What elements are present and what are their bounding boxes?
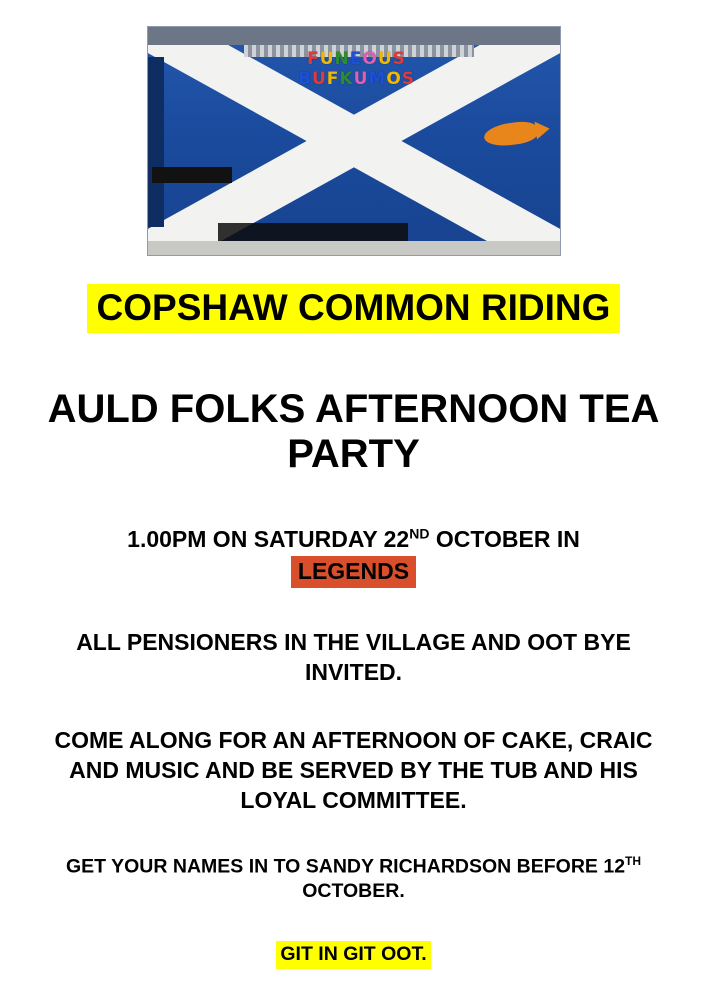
photo-dark-patch — [152, 167, 232, 183]
photo-top-edge — [148, 27, 560, 45]
photo-container — [0, 0, 707, 256]
event-datetime-prefix: 1.00PM ON SATURDAY 22 — [127, 525, 410, 552]
date-ordinal-suffix: ND — [409, 524, 430, 541]
banner-lettering — [252, 51, 462, 89]
venue-badge: LEGENDS — [291, 556, 416, 588]
invite-paragraph: ALL PENSIONERS IN THE VILLAGE AND OOT BYE INVITED. — [76, 629, 631, 685]
photo-left-shadow — [148, 57, 164, 227]
rsvp-prefix: GET YOUR NAMES IN TO SANDY RICHARDSON BEFORE 12 — [65, 855, 626, 878]
photo-bottom-edge — [148, 241, 560, 255]
banner-lettering-line-1: FUNEOUS — [307, 49, 406, 69]
venue-line — [0, 553, 707, 588]
saltire-flag-photo — [147, 26, 561, 256]
event-datetime — [0, 525, 707, 589]
rsvp-ordinal-suffix: TH — [625, 853, 642, 868]
event-datetime-suffix: OCTOBER IN — [429, 525, 580, 552]
footer-container — [0, 941, 707, 969]
rsvp-suffix: OCTOBER. — [302, 880, 405, 903]
details-paragraph: COME ALONG FOR AN AFTERNOON OF CAKE, CRAIC AND MUSIC AND BE SERVED BY THE TUB AND HIS LOYAL COMMITTEE. — [54, 726, 653, 813]
event-title: COPSHAW COMMON RIDING — [87, 284, 621, 333]
page-title: AULD FOLKS AFTERNOON TEA PARTY — [47, 387, 660, 476]
footer-slogan: GIT IN GIT OOT. — [276, 941, 430, 969]
title-band-container — [0, 284, 707, 333]
banner-lettering-line-2: BUFKUMOS — [297, 68, 416, 89]
rsvp-paragraph — [0, 854, 707, 905]
